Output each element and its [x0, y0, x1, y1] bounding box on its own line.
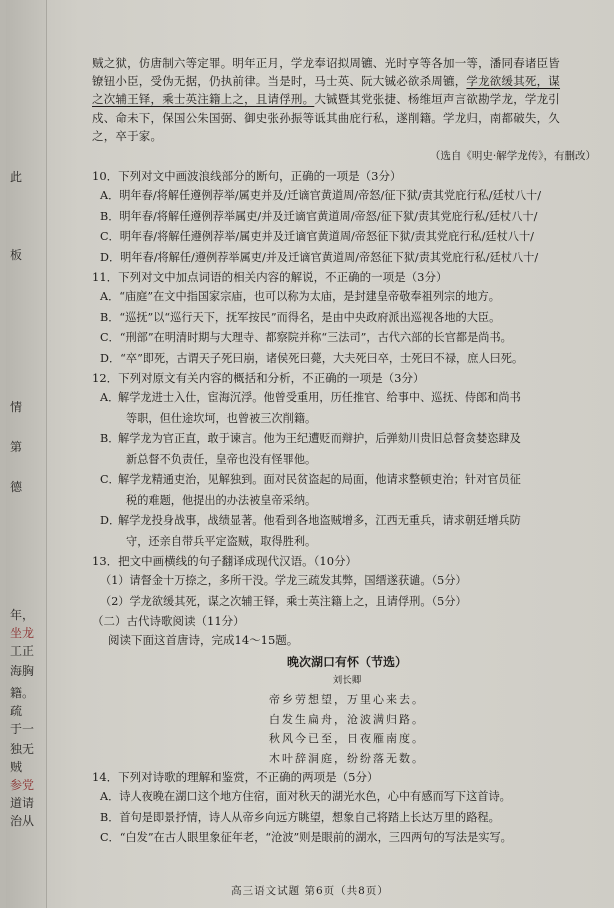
- option-b: B．首句是即景抒情，诗人从帝乡向远方眺望，想象自己将踏上长达万里的路程。: [100, 810, 500, 824]
- underlined-sentence: 学龙欲缓其死，谋: [466, 74, 561, 89]
- section-heading: （二）古代诗歌阅读（11分）: [92, 614, 245, 629]
- option-c: C．“刑部”在明清时期与大理寺、都察院并称“三法司”，古代六部的长官都是尚书。: [100, 331, 512, 345]
- previous-page-edge: [6, 0, 47, 908]
- passage-line: 之次辅王铎，乘士英注籍上之，且请俘刑。大铖暨其党张捷、杨维垣声言欲勘学龙，学龙引: [92, 92, 561, 107]
- passage-line: 贼之狱，仿唐制六等定罪。明年正月，学龙奉诏拟周镳、光时亨等各加一等，潘同春诸臣皆: [92, 56, 560, 70]
- question-stem: 14．下列对诗歌的理解和鉴赏，不正确的两项是（5分）: [92, 770, 379, 785]
- margin-text: 贼: [10, 760, 23, 774]
- option-c: C．解学龙精通吏治，见解独到。面对民贫盗起的局面，他请求整顿吏治；针对官员征 税的难题，他提出的办法被皇帝采纳。: [100, 473, 521, 507]
- margin-text: 籍。: [10, 686, 35, 700]
- passage-source: （选自《明史·解学龙传》，有删改）: [429, 150, 596, 163]
- question-14: [92, 768, 602, 849]
- option-a: A．诗人夜晚在湖口这个地方住宿，面对秋天的湖光水色，心中有感而写下这首诗。: [100, 790, 511, 804]
- option-c: C．“白发”在古人眼里象征年老，“沧波”则是眼前的湖水，三四两句的写法是实写。: [100, 831, 512, 845]
- translation-part-2: （2）学龙欲缓其死，谋之次辅王铎，乘士英注籍上之，且请俘刑。（5分）: [100, 594, 467, 608]
- option-a: A．明年春/将解任遵例荐举/属吏并及/迁谪官黄道周/帝怒/征下狱/责其党庇行私/廷杖八十/: [100, 189, 541, 203]
- question-stem: 13．把文中画横线的句子翻译成现代汉语。（10分）: [92, 554, 358, 569]
- translation-part-1: （1）请督金十万捺之，多所干没。学龙三疏发其弊，国缙遂获谴。（5分）: [100, 574, 467, 588]
- page-content: [92, 54, 602, 849]
- poem-author: 刘长卿: [332, 675, 362, 687]
- option-c: C．明年春/将解任遵例荐举/属吏并及迁谪官黄道周/帝怒征下狱/责其党庇行私/廷杖八十/: [100, 230, 534, 244]
- margin-text: 德: [10, 480, 23, 494]
- margin-text: 道请: [10, 796, 35, 810]
- passage-line: 戍、命未下，保国公朱国弼、御史张孙振等诋其曲庇行私，遂削籍。学龙归，南都破失，久: [92, 110, 560, 125]
- poem-title: 晚次湖口有怀（节选）: [286, 655, 407, 670]
- margin-text: 参党: [10, 778, 35, 792]
- option-a: A．“庙庭”在文中指国家宗庙，也可以称为太庙，是封建皇帝敬奉祖列宗的地方。: [100, 290, 500, 304]
- poem: [92, 652, 602, 768]
- margin-text: 独无: [10, 742, 35, 756]
- exam-page: [6, 0, 614, 908]
- question-10: [92, 167, 602, 268]
- page-footer: 高三语文试题 第6页（共8页）: [231, 885, 389, 897]
- margin-text: 海胸: [10, 664, 35, 678]
- question-stem: 12．下列对原文有关内容的概括和分析，不正确的一项是（3分）: [92, 371, 425, 386]
- question-13: [92, 552, 602, 612]
- passage: [92, 54, 602, 167]
- margin-text: 板: [10, 248, 23, 262]
- margin-text: 于一: [10, 722, 35, 736]
- passage-line: 之，卒于家。: [92, 128, 163, 143]
- option-b: B．明年春/将解任遵例荐举属吏/并及迁谪官黄道周/帝怒/征下狱/责其党庇行私/廷杖八十/: [100, 209, 538, 223]
- question-stem: 10．下列对文中画波浪线部分的断句，正确的一项是（3分）: [92, 169, 402, 184]
- margin-text: 年，: [10, 608, 35, 622]
- option-d: D．明年春/将解任/遵例荐举属吏/并及迁谪官黄道周/帝怒征下狱/责其党庇行私/廷杖八十/: [100, 250, 539, 264]
- margin-text: 工正: [10, 644, 35, 658]
- question-stem: 11．下列对文中加点词语的相关内容的解说，不正确的一项是（3分）: [92, 270, 448, 285]
- passage-line: 镣钮小臣，受伪无据，仍执前律。当是时，马士英、阮大铖必欲杀周镳，学龙欲缓其死，谋: [92, 74, 561, 89]
- poem-line: 白发生扁舟，沧波满归路。: [269, 712, 425, 726]
- margin-text: 情: [10, 400, 23, 414]
- margin-text: 疏: [10, 704, 23, 718]
- option-d: D．“卒”即死，古谓天子死曰崩，诸侯死曰薨，大夫死曰卒，士死曰不禄，庶人曰死。: [100, 351, 524, 365]
- margin-text: 治从: [10, 814, 35, 828]
- section-instruction: 阅读下面这首唐诗，完成14～15题。: [108, 633, 299, 648]
- margin-text: 坐龙: [10, 626, 35, 640]
- underlined-sentence: 之次辅王铎，乘士英注籍上之，且请俘刑。: [92, 92, 315, 107]
- option-a: A．解学龙进士入仕，宦海沉浮。他曾受重用，历任推官、给事中、巡抚、侍郎和尚书 等职，但仕途坎坷，也曾被三次削籍。: [100, 391, 521, 425]
- question-12: [92, 369, 602, 552]
- poem-line: 木叶辞洞庭，纷纷落无数。: [269, 751, 425, 765]
- poem-line: 帝乡劳想望，万里心来去。: [269, 693, 425, 707]
- option-b: B．解学龙为官正直，敢于谏言。他为王纪遭贬而辩护，后弹劾川贵旧总督贪婪恣肆及 新总督不负责任，皇帝也没有怪罪他。: [100, 432, 521, 466]
- margin-text: 此: [10, 170, 23, 184]
- poem-line: 秋风今已至，日夜雁南度。: [269, 732, 425, 746]
- question-11: [92, 268, 602, 369]
- option-b: B．“巡抚”以“巡行天下，抚军按民”而得名，是由中央政府派出巡视各地的大臣。: [100, 310, 501, 324]
- margin-text: 第: [10, 440, 23, 454]
- option-d: D．解学龙投身战事，战绩显著。他看到各地盗贼增多，江西无重兵，请求朝廷增兵防 守，还亲自带兵平定盗贼，取得胜利。: [100, 514, 521, 548]
